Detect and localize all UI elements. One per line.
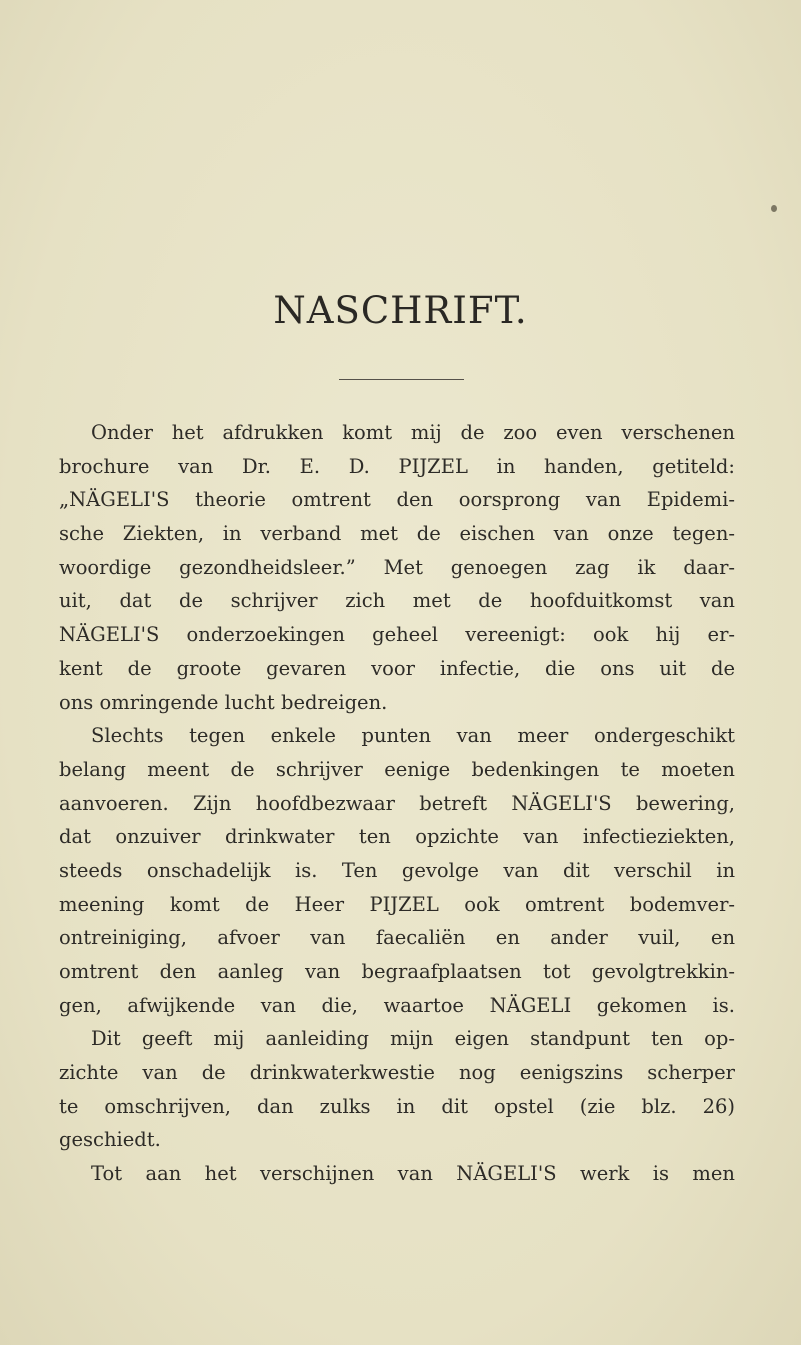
text-line: „NÄGELI'S theorie omtrent den oorsprong van Epidemi- — [59, 488, 735, 512]
text-line: brochure van Dr. E. D. PIJZEL in handen, getiteld: — [59, 454, 735, 478]
text-line: ontreiniging, afvoer van faecaliën en ander vuil, en — [59, 926, 735, 950]
text-line: Onder het afdrukken komt mij de zoo even verschenen — [91, 421, 735, 444]
text-line: Slechts tegen enkele punten van meer ondergeschikt — [91, 724, 735, 748]
text-line: sche Ziekten, in verband met de eischen van onze tegen- — [59, 522, 735, 546]
text-line: Tot aan het verschijnen van NÄGELI'S werk is men — [91, 1162, 735, 1186]
text-line: dat onzuiver drinkwater ten opzichte van infectieziekten, — [59, 825, 735, 849]
text-line: uit, dat de schrijver zich met de hoofduitkomst van — [59, 589, 735, 613]
text-line: te omschrijven, dan zulks in dit opstel (zie blz. 26) — [59, 1094, 735, 1118]
text-line: NÄGELI'S onderzoekingen geheel vereenigt: ook hij er- — [59, 623, 735, 647]
text-line: gen, afwijkende van die, waartoe NÄGELI gekomen is. — [59, 993, 735, 1017]
text-line: belang meent de schrijver eenige bedenkingen te moeten — [59, 757, 735, 781]
text-line: kent de groote gevaren voor infectie, die ons uit de — [59, 656, 735, 680]
heading-rule — [339, 379, 464, 380]
text-line: aanvoeren. Zijn hoofdbezwaar betreft NÄGELI'S bewering, — [59, 791, 735, 815]
text-line: steeds onschadelijk is. Ten gevolge van dit verschil in — [59, 858, 735, 882]
body-text — [59, 416, 735, 1191]
text-line: meening komt de Heer PIJZEL ook omtrent bodemver- — [59, 892, 735, 916]
ink-speck — [771, 205, 777, 212]
text-line: Dit geeft mij aanleiding mijn eigen standpunt ten op- — [91, 1027, 735, 1051]
page-heading: NASCHRIFT. — [273, 289, 528, 332]
text-line: ons omringende lucht bedreigen. — [59, 690, 388, 714]
text-line: woordige gezondheidsleer.” Met genoegen zag ik daar- — [59, 555, 735, 579]
text-line: geschiedt. — [59, 1128, 161, 1152]
text-line: zichte van de drinkwaterkwestie nog eenigszins scherper — [59, 1061, 735, 1085]
text-line: omtrent den aanleg van begraafplaatsen tot gevolgtrekkin- — [59, 960, 735, 983]
